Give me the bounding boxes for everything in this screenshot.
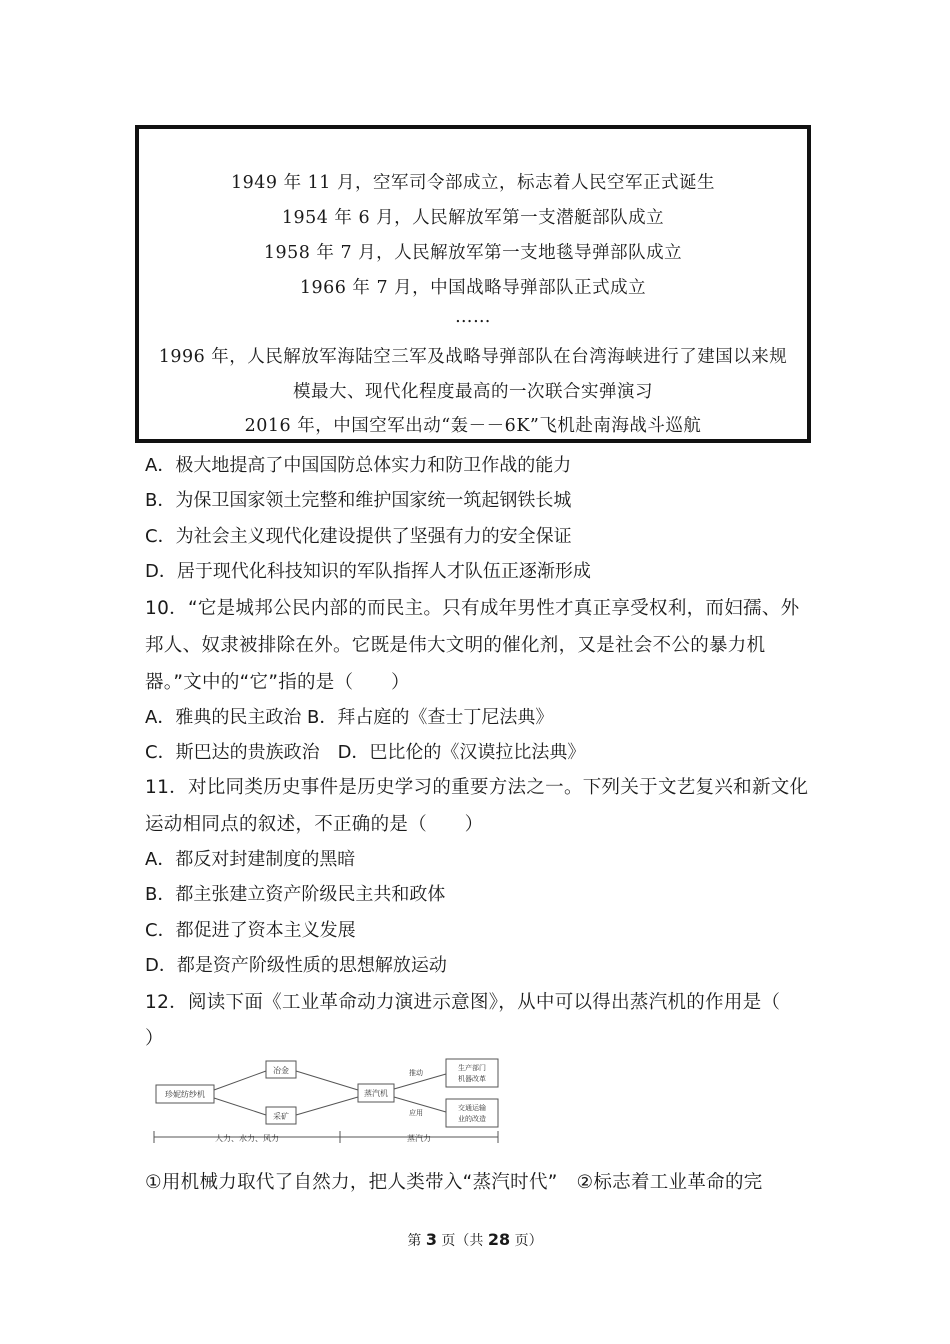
arrow-jenny-metallurgy bbox=[214, 1071, 266, 1090]
label-spinning-jenny: 珍妮纺纱机 bbox=[165, 1090, 205, 1099]
q10-stem-line-1: 10．“它是城邦公民内部的而民主。只有成年男性才真正享受权利，而妇孺、外 bbox=[145, 598, 800, 619]
label-production-2: 机器改革 bbox=[458, 1075, 486, 1083]
q11-option-d: D．都是资产阶级性质的思想解放运动 bbox=[145, 955, 447, 976]
timeline-ellipsis: …… bbox=[455, 307, 491, 327]
label-axis-steam-power: 蒸汽力 bbox=[407, 1134, 431, 1143]
timeline-line-2016: 2016 年，中国空军出动“轰－－6K”飞机赴南海战斗巡航 bbox=[244, 416, 702, 436]
q12-stem-line-2: ） bbox=[145, 1028, 164, 1049]
q10-options-cd: C．斯巴达的贵族政治 D．巴比伦的《汉谟拉比法典》 bbox=[145, 742, 586, 763]
label-arrow-bottom: 应用 bbox=[409, 1109, 423, 1117]
power-evolution-diagram bbox=[150, 1057, 510, 1145]
q9-option-c: C．为社会主义现代化建设提供了坚强有力的安全保证 bbox=[145, 526, 572, 547]
q12-stem-line-1: 12．阅读下面《工业革命动力演进示意图》，从中可以得出蒸汽机的作用是（ bbox=[145, 992, 781, 1013]
label-production-1: 生产部门 bbox=[458, 1064, 486, 1072]
timeline-line-1966: 1966 年 7 月，中国战略导弹部队正式成立 bbox=[299, 278, 647, 298]
q9-option-a: A．极大地提高了中国国防总体实力和防卫作战的能力 bbox=[145, 455, 572, 476]
arrow-metallurgy-steam bbox=[296, 1071, 358, 1090]
q11-stem-line-1: 11．对比同类历史事件是历史学习的重要方法之一。下列关于文艺复兴和新文化 bbox=[145, 777, 809, 798]
q9-option-d: D．居于现代化科技知识的军队指挥人才队伍正逐渐形成 bbox=[145, 561, 591, 582]
label-transport-1: 交通运输 bbox=[458, 1104, 486, 1112]
timeline-line-1996-a: 1996 年，人民解放军海陆空三军及战略导弹部队在台湾海峡进行了建国以来规 bbox=[158, 347, 788, 367]
q11-stem-line-2: 运动相同点的叙述，不正确的是（ ） bbox=[145, 814, 484, 835]
label-steam-engine: 蒸汽机 bbox=[364, 1089, 388, 1098]
footer-prefix: 第 bbox=[407, 1233, 426, 1249]
timeline-line-1954: 1954 年 6 月，人民解放军第一支潜艇部队成立 bbox=[281, 208, 665, 228]
q10-stem-line-2: 邦人、奴隶被排除在外。它既是伟大文明的催化剂，又是社会不公的暴力机 bbox=[145, 635, 766, 656]
timeline-line-1949: 1949 年 11 月，空军司令部成立，标志着人民空军正式诞生 bbox=[231, 173, 715, 193]
q10-stem-line-3: 器。”文中的“它”指的是（ ） bbox=[145, 672, 410, 693]
label-metallurgy: 冶金 bbox=[273, 1066, 289, 1075]
label-axis-natural-power: 人力、水力、风力 bbox=[215, 1134, 279, 1143]
q10-options-ab: A．雅典的民主政治 B．拜占庭的《查士丁尼法典》 bbox=[145, 707, 554, 728]
label-transport-2: 业的改造 bbox=[458, 1115, 486, 1123]
timeline-line-1958: 1958 年 7 月，人民解放军第一支地毯导弹部队成立 bbox=[263, 243, 683, 263]
arrow-mining-steam bbox=[296, 1097, 358, 1115]
footer-middle: 页（共 bbox=[436, 1233, 488, 1249]
footer-page-number: 3 bbox=[425, 1230, 437, 1249]
arrow-jenny-mining bbox=[214, 1098, 266, 1115]
q11-option-c: C．都促进了资本主义发展 bbox=[145, 920, 356, 941]
timeline-box bbox=[135, 125, 811, 443]
footer-total-pages: 28 bbox=[487, 1230, 511, 1249]
label-mining: 采矿 bbox=[273, 1112, 289, 1121]
q11-option-a: A．都反对封建制度的黑暗 bbox=[145, 849, 356, 870]
q9-option-b: B．为保卫国家领土完整和维护国家统一筑起钢铁长城 bbox=[145, 490, 572, 511]
timeline-line-1996-b: 模最大、现代化程度最高的一次联合实弹演习 bbox=[293, 382, 653, 402]
page-footer bbox=[0, 1230, 950, 1250]
footer-suffix: 页） bbox=[510, 1233, 543, 1249]
q11-option-b: B．都主张建立资产阶级民主共和政体 bbox=[145, 884, 446, 905]
q12-statement: ①用机械力取代了自然力，把人类带入“蒸汽时代” ②标志着工业革命的完 bbox=[145, 1172, 763, 1193]
label-arrow-top: 推动 bbox=[409, 1069, 423, 1077]
